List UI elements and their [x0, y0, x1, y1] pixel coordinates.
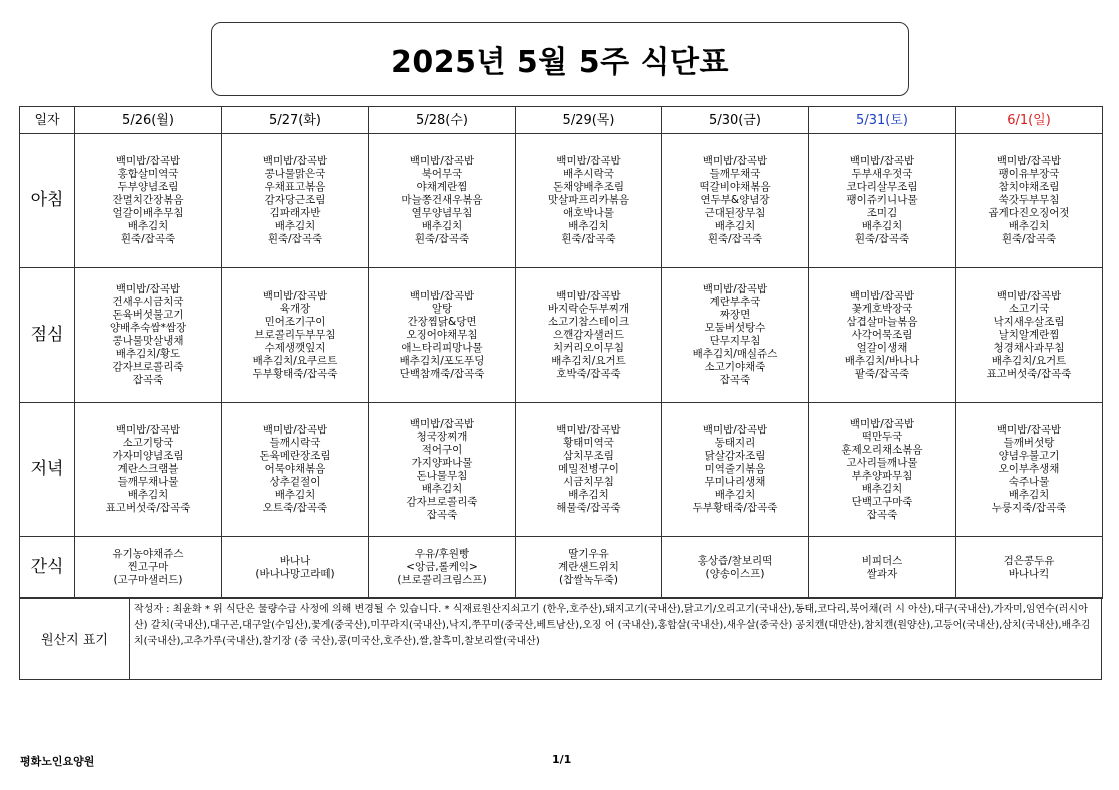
page-title: 2025년 5월 5주 식단표 — [391, 45, 729, 80]
menu-item: 배추김치/요쿠르트 — [252, 354, 338, 367]
menu-table — [19, 106, 1103, 599]
menu-item: 배추김치/황도 — [115, 348, 181, 360]
menu-cell — [75, 134, 222, 268]
menu-item: 삼겹살마늘볶음 — [846, 315, 918, 328]
menu-item: 흰죽/잡곡죽 — [561, 233, 616, 245]
menu-item: 백미밥/잡곡밥 — [115, 155, 181, 167]
menu-item: 잡곡죽 — [132, 374, 164, 386]
menu-item: <앙금,롤케익> — [406, 561, 478, 573]
menu-item: 참치야채조림 — [998, 181, 1060, 193]
menu-item: (바나나망고라떼) — [255, 567, 335, 580]
menu-cell — [75, 403, 222, 537]
menu-item: 가지양파나물 — [411, 456, 473, 469]
menu-item: 근대된장무침 — [704, 207, 766, 219]
menu-item: 팥죽/잡곡죽 — [854, 367, 910, 380]
menu-item: 소고기야채죽 — [704, 361, 766, 373]
menu-item: 해물죽/잡곡죽 — [556, 502, 621, 514]
menu-cell — [75, 537, 222, 599]
meal-label: 점심 — [20, 268, 75, 403]
menu-cell — [369, 403, 516, 537]
menu-cell — [956, 403, 1103, 537]
menu-cell — [662, 268, 809, 403]
menu-cell — [516, 403, 662, 537]
menu-item: 콩나물맑은국 — [264, 168, 326, 180]
title-box — [211, 22, 909, 96]
menu-item: 숙주나물 — [1008, 476, 1050, 488]
menu-item: 마늘쫑건새우볶음 — [401, 194, 483, 206]
menu-item: 배추김치 — [861, 482, 903, 495]
menu-item: 미역줄기볶음 — [704, 463, 766, 475]
menu-item: 곱게다진오징어젓 — [988, 207, 1070, 219]
menu-item: 배추시락국 — [563, 168, 614, 180]
menu-item: 닭살감자조림 — [704, 450, 766, 462]
menu-item: 김파래자반 — [269, 207, 321, 219]
menu-item: 오트죽/잡곡죽 — [262, 502, 328, 514]
menu-item: 연두부&양념장 — [700, 194, 770, 206]
menu-item: 누룽지죽/잡곡죽 — [991, 502, 1067, 514]
menu-item: 들깨무채국 — [709, 168, 761, 180]
menu-item: 고사리들깨나물 — [846, 456, 918, 469]
menu-item: 얼갈이생채 — [856, 341, 908, 354]
menu-cell — [809, 403, 956, 537]
menu-item: 애호박나물 — [563, 207, 614, 219]
menu-item: 배추김치/포도푸딩 — [399, 354, 485, 367]
menu-item: 호박죽/잡곡죽 — [556, 367, 621, 380]
menu-item: 백미밥/잡곡밥 — [556, 289, 621, 302]
meal-row — [20, 134, 1103, 268]
menu-item: 돈나물무침 — [416, 469, 468, 482]
menu-item: 백미밥/잡곡밥 — [115, 424, 181, 436]
menu-item: 브로콜리두부무침 — [254, 328, 336, 341]
menu-item: 배추김치 — [714, 220, 756, 232]
menu-item: 백미밥/잡곡밥 — [702, 283, 768, 295]
menu-item: 양배추숙쌈*쌈장 — [109, 322, 187, 334]
menu-item: 백미밥/잡곡밥 — [702, 424, 768, 436]
menu-item: 두부양념조림 — [117, 181, 179, 193]
menu-item: 양념우불고기 — [998, 450, 1060, 462]
menu-item: 쌀과자 — [866, 567, 898, 580]
menu-cell — [222, 268, 369, 403]
menu-item: 오이부추생채 — [998, 463, 1060, 475]
menu-item: 얼갈이배추무침 — [112, 207, 184, 219]
menu-item: 상추겉절이 — [269, 476, 321, 488]
day-header: 5/31(토) — [809, 107, 956, 134]
menu-item: 황태미역국 — [563, 437, 614, 449]
menu-item: 청국장찌개 — [416, 430, 468, 443]
menu-item: 감자당근조림 — [264, 194, 326, 206]
menu-item: 잔멸치간장볶음 — [112, 194, 184, 206]
menu-item: 잡곡죽 — [866, 508, 898, 521]
menu-item: 단백참깨죽/잡곡죽 — [399, 367, 485, 380]
menu-item: 백미밥/잡곡밥 — [409, 417, 475, 430]
day-header: 5/27(화) — [222, 107, 369, 134]
menu-item: 동태지리 — [714, 437, 756, 449]
menu-cell — [956, 268, 1103, 403]
menu-item: 배추김치 — [568, 220, 609, 232]
menu-item: 비피더스 — [861, 554, 903, 567]
menu-item: 들깨버섯탕 — [1003, 437, 1055, 449]
menu-item: 백미밥/잡곡밥 — [996, 424, 1062, 436]
menu-item: 딸기우유 — [568, 548, 609, 560]
menu-cell — [369, 134, 516, 268]
menu-cell — [956, 134, 1103, 268]
menu-item: 홍상즙/찰보리떡 — [697, 554, 773, 567]
menu-item: 콩나물맛살냉채 — [112, 335, 184, 347]
menu-item: 메밀전병구이 — [558, 463, 619, 475]
menu-item: 배추김치 — [127, 489, 169, 501]
day-header: 5/26(월) — [75, 107, 222, 134]
menu-item: 쑥갓두부무침 — [998, 194, 1060, 206]
meal-row — [20, 268, 1103, 403]
menu-item: 배추김치/요거트 — [551, 354, 626, 367]
menu-item: 잡곡죽 — [426, 508, 458, 521]
menu-item: 백미밥/잡곡밥 — [849, 417, 915, 430]
menu-item: 두부새우젓국 — [851, 168, 913, 180]
menu-item: 치커리오이무침 — [552, 341, 624, 354]
menu-cell — [222, 537, 369, 599]
menu-item: 조미김 — [866, 207, 898, 219]
menu-cell — [809, 537, 956, 599]
menu-item: 바나나 — [279, 554, 311, 567]
menu-item: 백미밥/잡곡밥 — [262, 424, 328, 436]
menu-item: (고구마샐러드) — [113, 574, 183, 586]
menu-item: 훈제오리채소볶음 — [841, 443, 923, 456]
menu-cell — [809, 268, 956, 403]
menu-cell — [809, 134, 956, 268]
menu-item: 배추김치/매실쥬스 — [692, 348, 778, 360]
page-number: 1/1 — [552, 753, 572, 766]
menu-item: 찐고구마 — [127, 561, 169, 573]
menu-cell — [516, 537, 662, 599]
menu-item: 잡곡죽 — [719, 374, 751, 386]
menu-item: 백미밥/잡곡밥 — [996, 289, 1062, 302]
menu-cell — [222, 403, 369, 537]
menu-item: 가자미양념조림 — [112, 450, 184, 462]
menu-item: 백미밥/잡곡밥 — [556, 424, 621, 436]
menu-item: 열무양념무침 — [411, 207, 473, 219]
menu-item: 감자브로콜리죽 — [406, 495, 478, 508]
menu-item: 배추김치/요거트 — [991, 354, 1067, 367]
menu-item: 사각어묵조림 — [851, 328, 913, 341]
menu-item: 맛살파프리카볶음 — [547, 194, 630, 206]
menu-item: 떡만두국 — [861, 430, 903, 443]
origin-table — [19, 597, 1102, 680]
menu-item: (양송이스프) — [705, 567, 765, 580]
menu-item: 돈육메란장조림 — [259, 450, 331, 462]
menu-item: 배추김치 — [421, 482, 463, 495]
menu-item: 떡갈비야채볶음 — [699, 181, 771, 193]
day-header: 6/1(일) — [956, 107, 1103, 134]
menu-item: 유기농야채쥬스 — [112, 548, 184, 560]
menu-item: 배추김치 — [421, 220, 463, 232]
menu-item: 흰죽/잡곡죽 — [267, 233, 323, 245]
menu-item: 시금치무침 — [563, 476, 614, 488]
menu-item: 백미밥/잡곡밥 — [702, 155, 768, 167]
origin-text: 작성자 : 최윤화 * 위 식단은 물량수급 사정에 의해 변경될 수 있습니다. * 식재료원산지쇠고기 (한우,호주산),돼지고기(국내산),닭고기/오리고기(국내산),동태,코다리,북어채(러 시 아산),대구(국내산),가자미,임연수(러시아산) 갈치(국내산),대구곤,대구알(수입산),꽃게(중국산),미꾸라지(국내산),낙지,쭈꾸미(중국산,베트남산),오징 어 (국내산),홍합살(국내산),새우살(중국산) 공치캔(대만산),참치캔(원양산),고등어(국내산),삼치(국내산),배추김치(국내산),고추가루(국내산),찰기장 (중 국산),콩(미국산,호주산),쌀,찰흑미,찰보리쌀(국내산) — [130, 598, 1102, 680]
menu-body — [20, 107, 1103, 599]
menu-item: 백미밥/잡곡밥 — [996, 155, 1062, 167]
menu-item: 건새우시금치국 — [112, 296, 184, 308]
menu-item: 수제생깻잎지 — [264, 341, 326, 354]
menu-item: 표고버섯죽/잡곡죽 — [986, 367, 1072, 380]
menu-cell — [662, 134, 809, 268]
menu-item: 모둠버섯탕수 — [704, 322, 766, 334]
date-column-header: 일자 — [20, 107, 75, 134]
menu-item: 흰죽/잡곡죽 — [414, 233, 470, 245]
menu-item: 단백고구마죽 — [851, 495, 913, 508]
menu-item: 백미밥/잡곡밥 — [409, 155, 475, 167]
menu-item: 배추김치 — [127, 220, 169, 232]
menu-item: 코다리살무조림 — [846, 181, 918, 193]
menu-item: 짜장면 — [719, 309, 751, 321]
day-header: 5/29(목) — [516, 107, 662, 134]
institution-name: 평화노인요양원 — [20, 755, 95, 768]
menu-item: 소고기국 — [1008, 302, 1050, 315]
menu-item: 배추김치 — [274, 489, 316, 501]
menu-item: 으깬감자샐러드 — [552, 328, 624, 341]
menu-item: 바지락순두부찌개 — [547, 302, 630, 315]
menu-item: (브로콜리크림스프) — [397, 574, 487, 586]
menu-item: 백미밥/잡곡밥 — [849, 289, 915, 302]
menu-item: 간장찜닭&당면 — [407, 315, 477, 328]
menu-item: 두부황태죽/잡곡죽 — [692, 502, 778, 514]
menu-item: 민어조기구이 — [264, 315, 326, 328]
menu-item: 백미밥/잡곡밥 — [115, 283, 181, 295]
menu-item: 팽이쥬키니나물 — [846, 194, 918, 206]
menu-item: 알탕 — [431, 302, 453, 315]
menu-item: 배추김치 — [1008, 489, 1050, 501]
menu-item: (찹쌀녹두죽) — [559, 574, 618, 586]
menu-item: 백미밥/잡곡밥 — [262, 155, 328, 167]
menu-item: 배추김치 — [1008, 220, 1050, 232]
menu-item: 소고기참스테이크 — [547, 315, 630, 328]
menu-item: 배추김치 — [274, 220, 316, 232]
menu-item: 배추김치 — [861, 220, 903, 232]
menu-item: 배추김치 — [714, 489, 756, 501]
menu-item: 적어구이 — [421, 443, 463, 456]
menu-item: 꽃게호박장국 — [851, 302, 913, 315]
menu-item: 계란스크램블 — [117, 463, 179, 475]
menu-item: 오징어야채무침 — [406, 328, 478, 341]
menu-item: 육개장 — [279, 302, 311, 315]
day-header: 5/30(금) — [662, 107, 809, 134]
menu-cell — [516, 268, 662, 403]
menu-item: 소고기탕국 — [122, 437, 174, 449]
menu-item: 삼치무조림 — [563, 450, 614, 462]
origin-label: 원산지 표기 — [20, 598, 130, 680]
meal-label: 간식 — [20, 537, 75, 599]
day-header: 5/28(수) — [369, 107, 516, 134]
menu-item: 북어무국 — [421, 168, 463, 180]
menu-item: 흰죽/잡곡죽 — [1001, 233, 1057, 245]
menu-cell — [222, 134, 369, 268]
menu-item: 들깨무채나물 — [117, 476, 179, 488]
menu-item: 흰죽/잡곡죽 — [120, 233, 176, 245]
menu-item: 팽이유부장국 — [998, 168, 1060, 180]
menu-item: 무미나리생채 — [704, 476, 766, 488]
menu-item: 우채표고볶음 — [264, 181, 326, 193]
menu-cell — [662, 403, 809, 537]
menu-item: 표고버섯죽/잡곡죽 — [105, 502, 191, 514]
menu-item: 바나나킥 — [1008, 567, 1050, 580]
menu-item: 계란샌드위치 — [558, 561, 619, 573]
menu-item: 들깨시락국 — [269, 437, 321, 449]
menu-cell — [75, 268, 222, 403]
menu-cell — [369, 268, 516, 403]
menu-cell — [662, 537, 809, 599]
menu-cell — [516, 134, 662, 268]
menu-item: 홍합살미역국 — [117, 168, 179, 180]
menu-item: 백미밥/잡곡밥 — [849, 155, 915, 167]
menu-item: 흰죽/잡곡죽 — [854, 233, 910, 245]
menu-item: 두부황태죽/잡곡죽 — [252, 367, 338, 380]
menu-item: 흰죽/잡곡죽 — [707, 233, 763, 245]
menu-item: 단무지무침 — [709, 335, 761, 347]
menu-item: 배추김치 — [568, 489, 609, 501]
menu-item: 검은콩두유 — [1003, 554, 1055, 567]
menu-item: 감자브로콜리죽 — [112, 361, 184, 373]
meal-row — [20, 537, 1103, 599]
menu-item: 야채계란찜 — [416, 181, 468, 193]
menu-item: 낙지새우살조림 — [993, 315, 1065, 328]
menu-item: 부추양파무침 — [851, 469, 913, 482]
meal-label: 저녁 — [20, 403, 75, 537]
menu-cell — [956, 537, 1103, 599]
menu-cell — [369, 537, 516, 599]
menu-item: 백미밥/잡곡밥 — [262, 289, 328, 302]
meal-label: 아침 — [20, 134, 75, 268]
menu-item: 백미밥/잡곡밥 — [556, 155, 621, 167]
menu-item: 계란부추국 — [709, 296, 761, 308]
header-row — [20, 107, 1103, 134]
menu-item: 배추김치/바나나 — [844, 354, 920, 367]
menu-item: 어묵야채볶음 — [264, 463, 326, 475]
meal-row — [20, 403, 1103, 537]
menu-item: 백미밥/잡곡밥 — [409, 289, 475, 302]
menu-item: 돈육버섯불고기 — [112, 309, 184, 321]
menu-item: 날치알계란찜 — [998, 328, 1060, 341]
menu-item: 애느타리피망나물 — [401, 341, 483, 354]
menu-item: 우유/후원빵 — [414, 548, 470, 560]
menu-item: 청경채사과무침 — [993, 341, 1065, 354]
menu-item: 돈채양배추조림 — [552, 181, 624, 193]
